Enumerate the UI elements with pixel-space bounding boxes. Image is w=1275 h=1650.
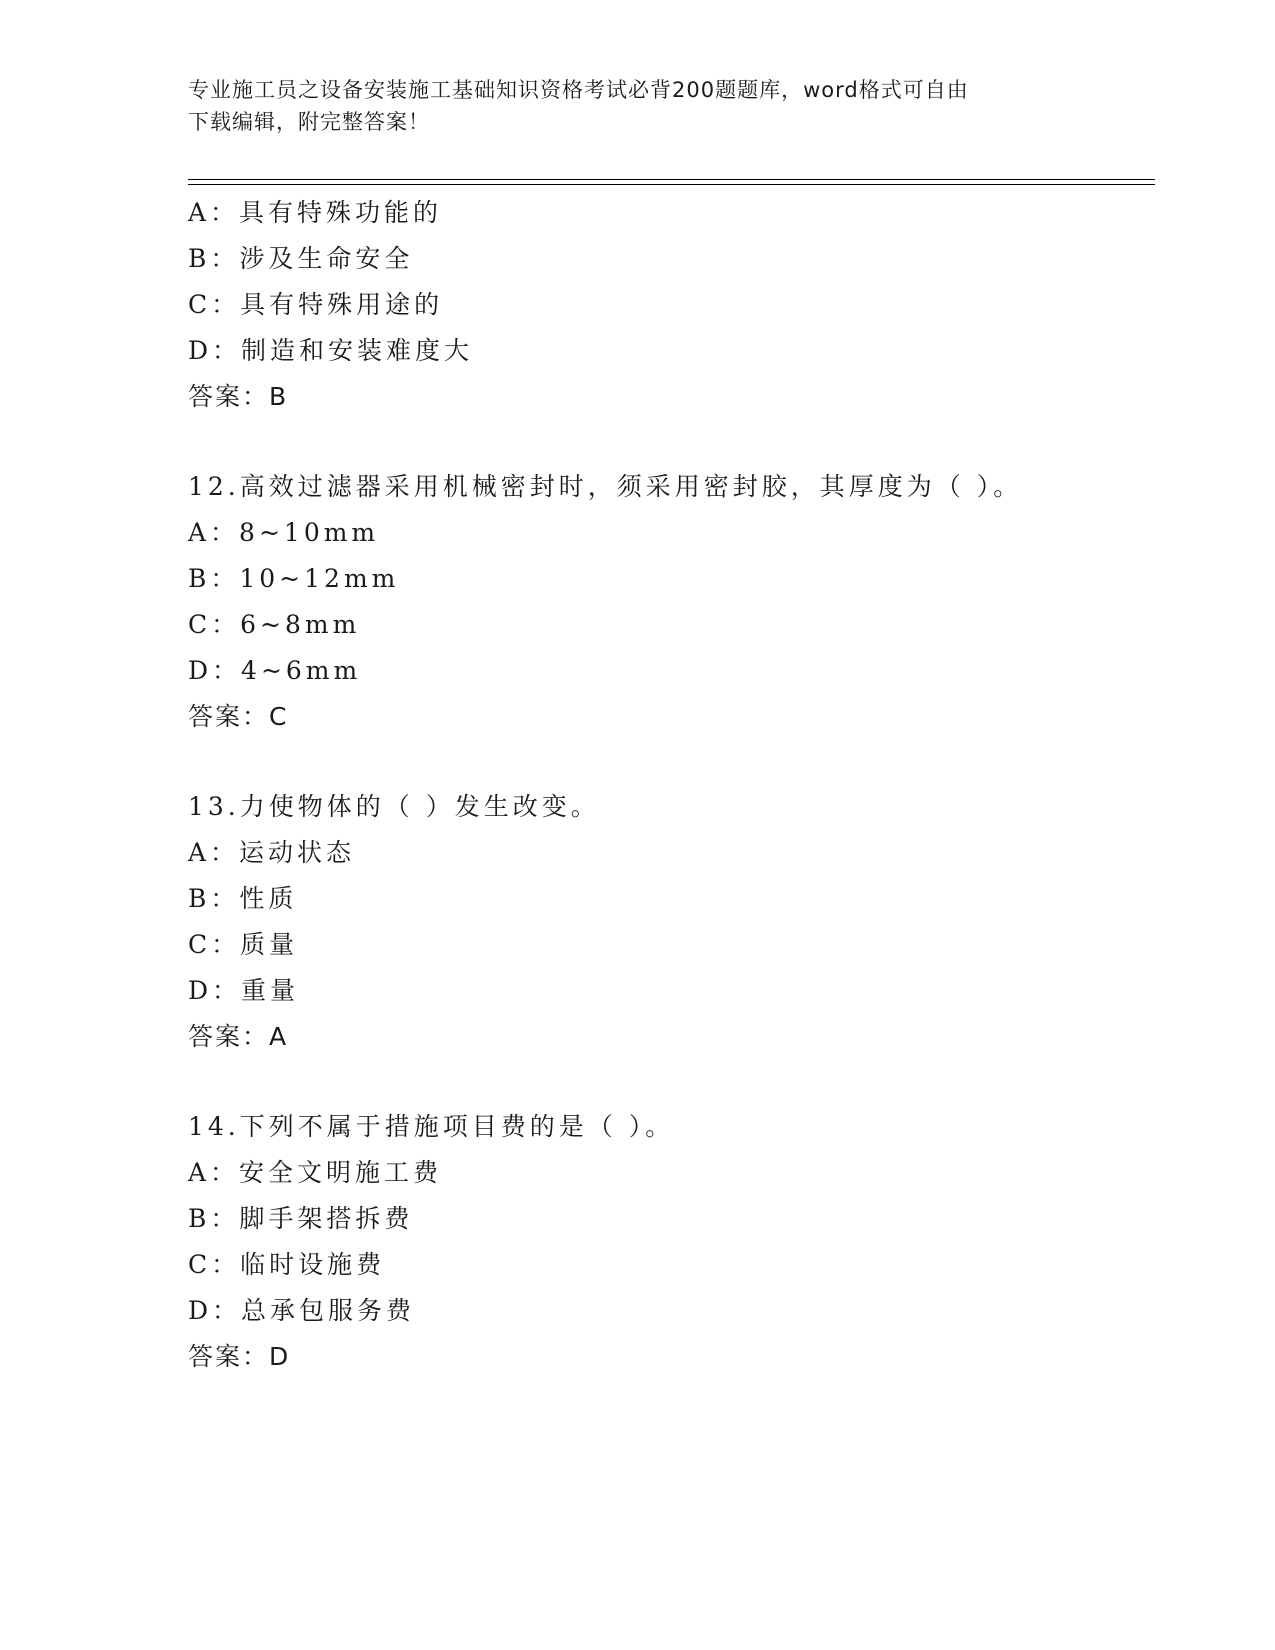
spacer — [188, 420, 1155, 464]
answer: 答案：B — [188, 382, 289, 411]
question-block-12 — [188, 464, 1155, 740]
document-header — [188, 74, 1088, 138]
answer: 答案：A — [188, 1022, 289, 1051]
option-d: D：4~6mm — [188, 656, 362, 685]
option-d: D：制造和安装难度大 — [188, 336, 474, 365]
question-block-14 — [188, 1104, 1155, 1380]
option-c: C：具有特殊用途的 — [188, 290, 444, 319]
header-line-1: 专业施工员之设备安装施工基础知识资格考试必背200题题库，word格式可自由 — [188, 78, 969, 102]
question-text: 13.力使物体的（ ）发生改变。 — [188, 792, 600, 821]
spacer — [188, 1060, 1155, 1104]
question-block-13 — [188, 784, 1155, 1060]
question-text: 14.下列不属于措施项目费的是（ ）。 — [188, 1112, 675, 1141]
option-a: A：安全文明施工费 — [188, 1158, 443, 1187]
header-line-2: 下载编辑，附完整答案！ — [188, 110, 430, 134]
question-block-11 — [188, 190, 1155, 420]
spacer — [188, 740, 1155, 784]
option-b: B：性质 — [188, 884, 298, 913]
option-a: A：运动状态 — [188, 838, 356, 867]
option-a: A：具有特殊功能的 — [188, 198, 443, 227]
answer: 答案：C — [188, 702, 289, 731]
option-c: C：临时设施费 — [188, 1250, 386, 1279]
question-text: 12.高效过滤器采用机械密封时，须采用密封胶，其厚度为（ ）。 — [188, 472, 1023, 501]
header-divider-top — [188, 179, 1155, 180]
option-c: C：6~8mm — [188, 610, 361, 639]
option-a: A：8~10mm — [188, 518, 380, 547]
question-list — [188, 190, 1155, 1380]
option-b: B：涉及生命安全 — [188, 244, 414, 273]
option-b: B：脚手架搭拆费 — [188, 1204, 414, 1233]
answer: 答案：D — [188, 1342, 291, 1371]
header-divider-bottom — [188, 184, 1155, 185]
option-b: B：10~12mm — [188, 564, 400, 593]
option-d: D：重量 — [188, 976, 300, 1005]
option-c: C：质量 — [188, 930, 299, 959]
option-d: D：总承包服务费 — [188, 1296, 416, 1325]
